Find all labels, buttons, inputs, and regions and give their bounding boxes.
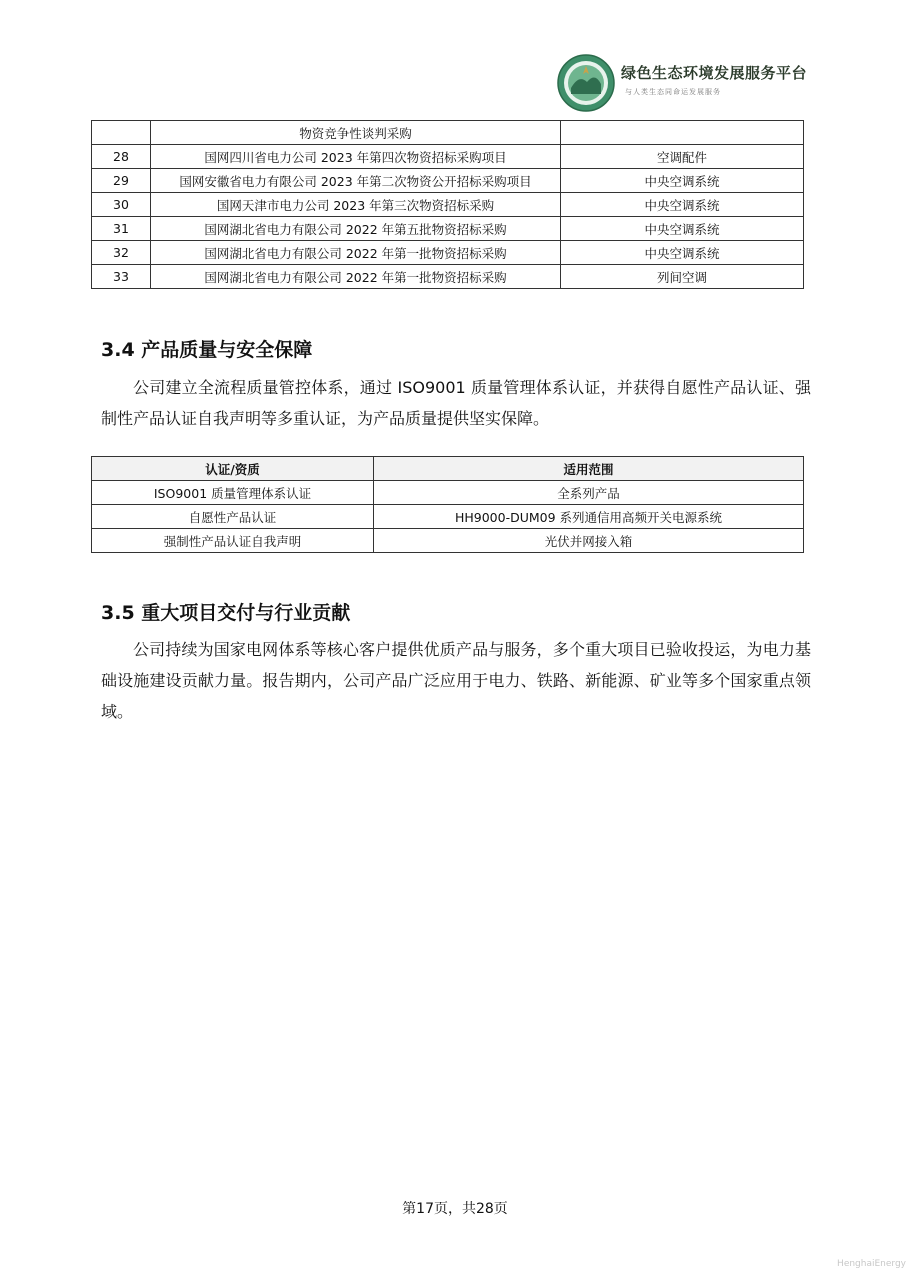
section-heading-quality: 3.4 产品质量与安全保障 [101, 339, 313, 361]
project-name: 国网湖北省电力有限公司 2022 年第一批物资招标采购 [151, 265, 561, 289]
section-heading-projects: 3.5 重大项目交付与行业贡献 [101, 602, 351, 624]
product-name [561, 121, 804, 145]
row-number: 32 [92, 241, 151, 265]
table-row [92, 241, 804, 265]
cert-scope: 全系列产品 [374, 481, 804, 505]
row-number: 33 [92, 265, 151, 289]
product-name: 中央空调系统 [561, 217, 804, 241]
table-row [92, 217, 804, 241]
certification-table [91, 456, 804, 553]
eco-emblem-icon [557, 54, 615, 112]
row-number: 28 [92, 145, 151, 169]
page-number: 第17页，共28页 [402, 1201, 508, 1217]
product-name: 空调配件 [561, 145, 804, 169]
cert-scope: 光伏并网接入箱 [374, 529, 804, 553]
section-paragraph-projects: 公司持续为国家电网体系等核心客户提供优质产品与服务，多个重大项目已验收投运，为电力基础设施建设贡献力量。报告期内，公司产品广泛应用于电力、铁路、新能源、矿业等多个国家重点领域。 [101, 640, 811, 721]
project-name: 国网安徽省电力有限公司 2023 年第二次物资公开招标采购项目 [151, 169, 561, 193]
header-logo [557, 54, 812, 112]
cert-name: ISO9001 质量管理体系认证 [92, 481, 374, 505]
cert-name: 强制性产品认证自我声明 [92, 529, 374, 553]
column-header-scope: 适用范围 [374, 457, 804, 481]
table-header-row [92, 457, 804, 481]
project-name: 国网湖北省电力有限公司 2022 年第一批物资招标采购 [151, 241, 561, 265]
logo-subtitle: 与人类生态同命运发展服务 [625, 88, 721, 96]
table-row [92, 505, 804, 529]
row-number: 29 [92, 169, 151, 193]
column-header-cert: 认证/资质 [92, 457, 374, 481]
project-name: 物资竞争性谈判采购 [151, 121, 561, 145]
table-row [92, 169, 804, 193]
watermark: HenghaiEnergy [837, 1259, 906, 1269]
product-name: 列间空调 [561, 265, 804, 289]
project-name: 国网天津市电力公司 2023 年第三次物资招标采购 [151, 193, 561, 217]
project-name: 国网湖北省电力有限公司 2022 年第五批物资招标采购 [151, 217, 561, 241]
cert-scope: HH9000-DUM09 系列通信用高频开关电源系统 [374, 505, 804, 529]
row-number [92, 121, 151, 145]
table-row [92, 481, 804, 505]
table-row [92, 193, 804, 217]
section-paragraph-quality: 公司建立全流程质量管控体系，通过 ISO9001 质量管理体系认证，并获得自愿性产品认证、强制性产品认证自我声明等多重认证，为产品质量提供坚实保障。 [101, 378, 811, 428]
table-row [92, 121, 804, 145]
table-row [92, 265, 804, 289]
product-name: 中央空调系统 [561, 241, 804, 265]
row-number: 31 [92, 217, 151, 241]
logo-title: 绿色生态环境发展服务平台 [621, 64, 808, 82]
row-number: 30 [92, 193, 151, 217]
project-name: 国网四川省电力公司 2023 年第四次物资招标采购项目 [151, 145, 561, 169]
table-row [92, 529, 804, 553]
procurement-table [91, 120, 804, 289]
table-row [92, 145, 804, 169]
product-name: 中央空调系统 [561, 169, 804, 193]
cert-name: 自愿性产品认证 [92, 505, 374, 529]
product-name: 中央空调系统 [561, 193, 804, 217]
